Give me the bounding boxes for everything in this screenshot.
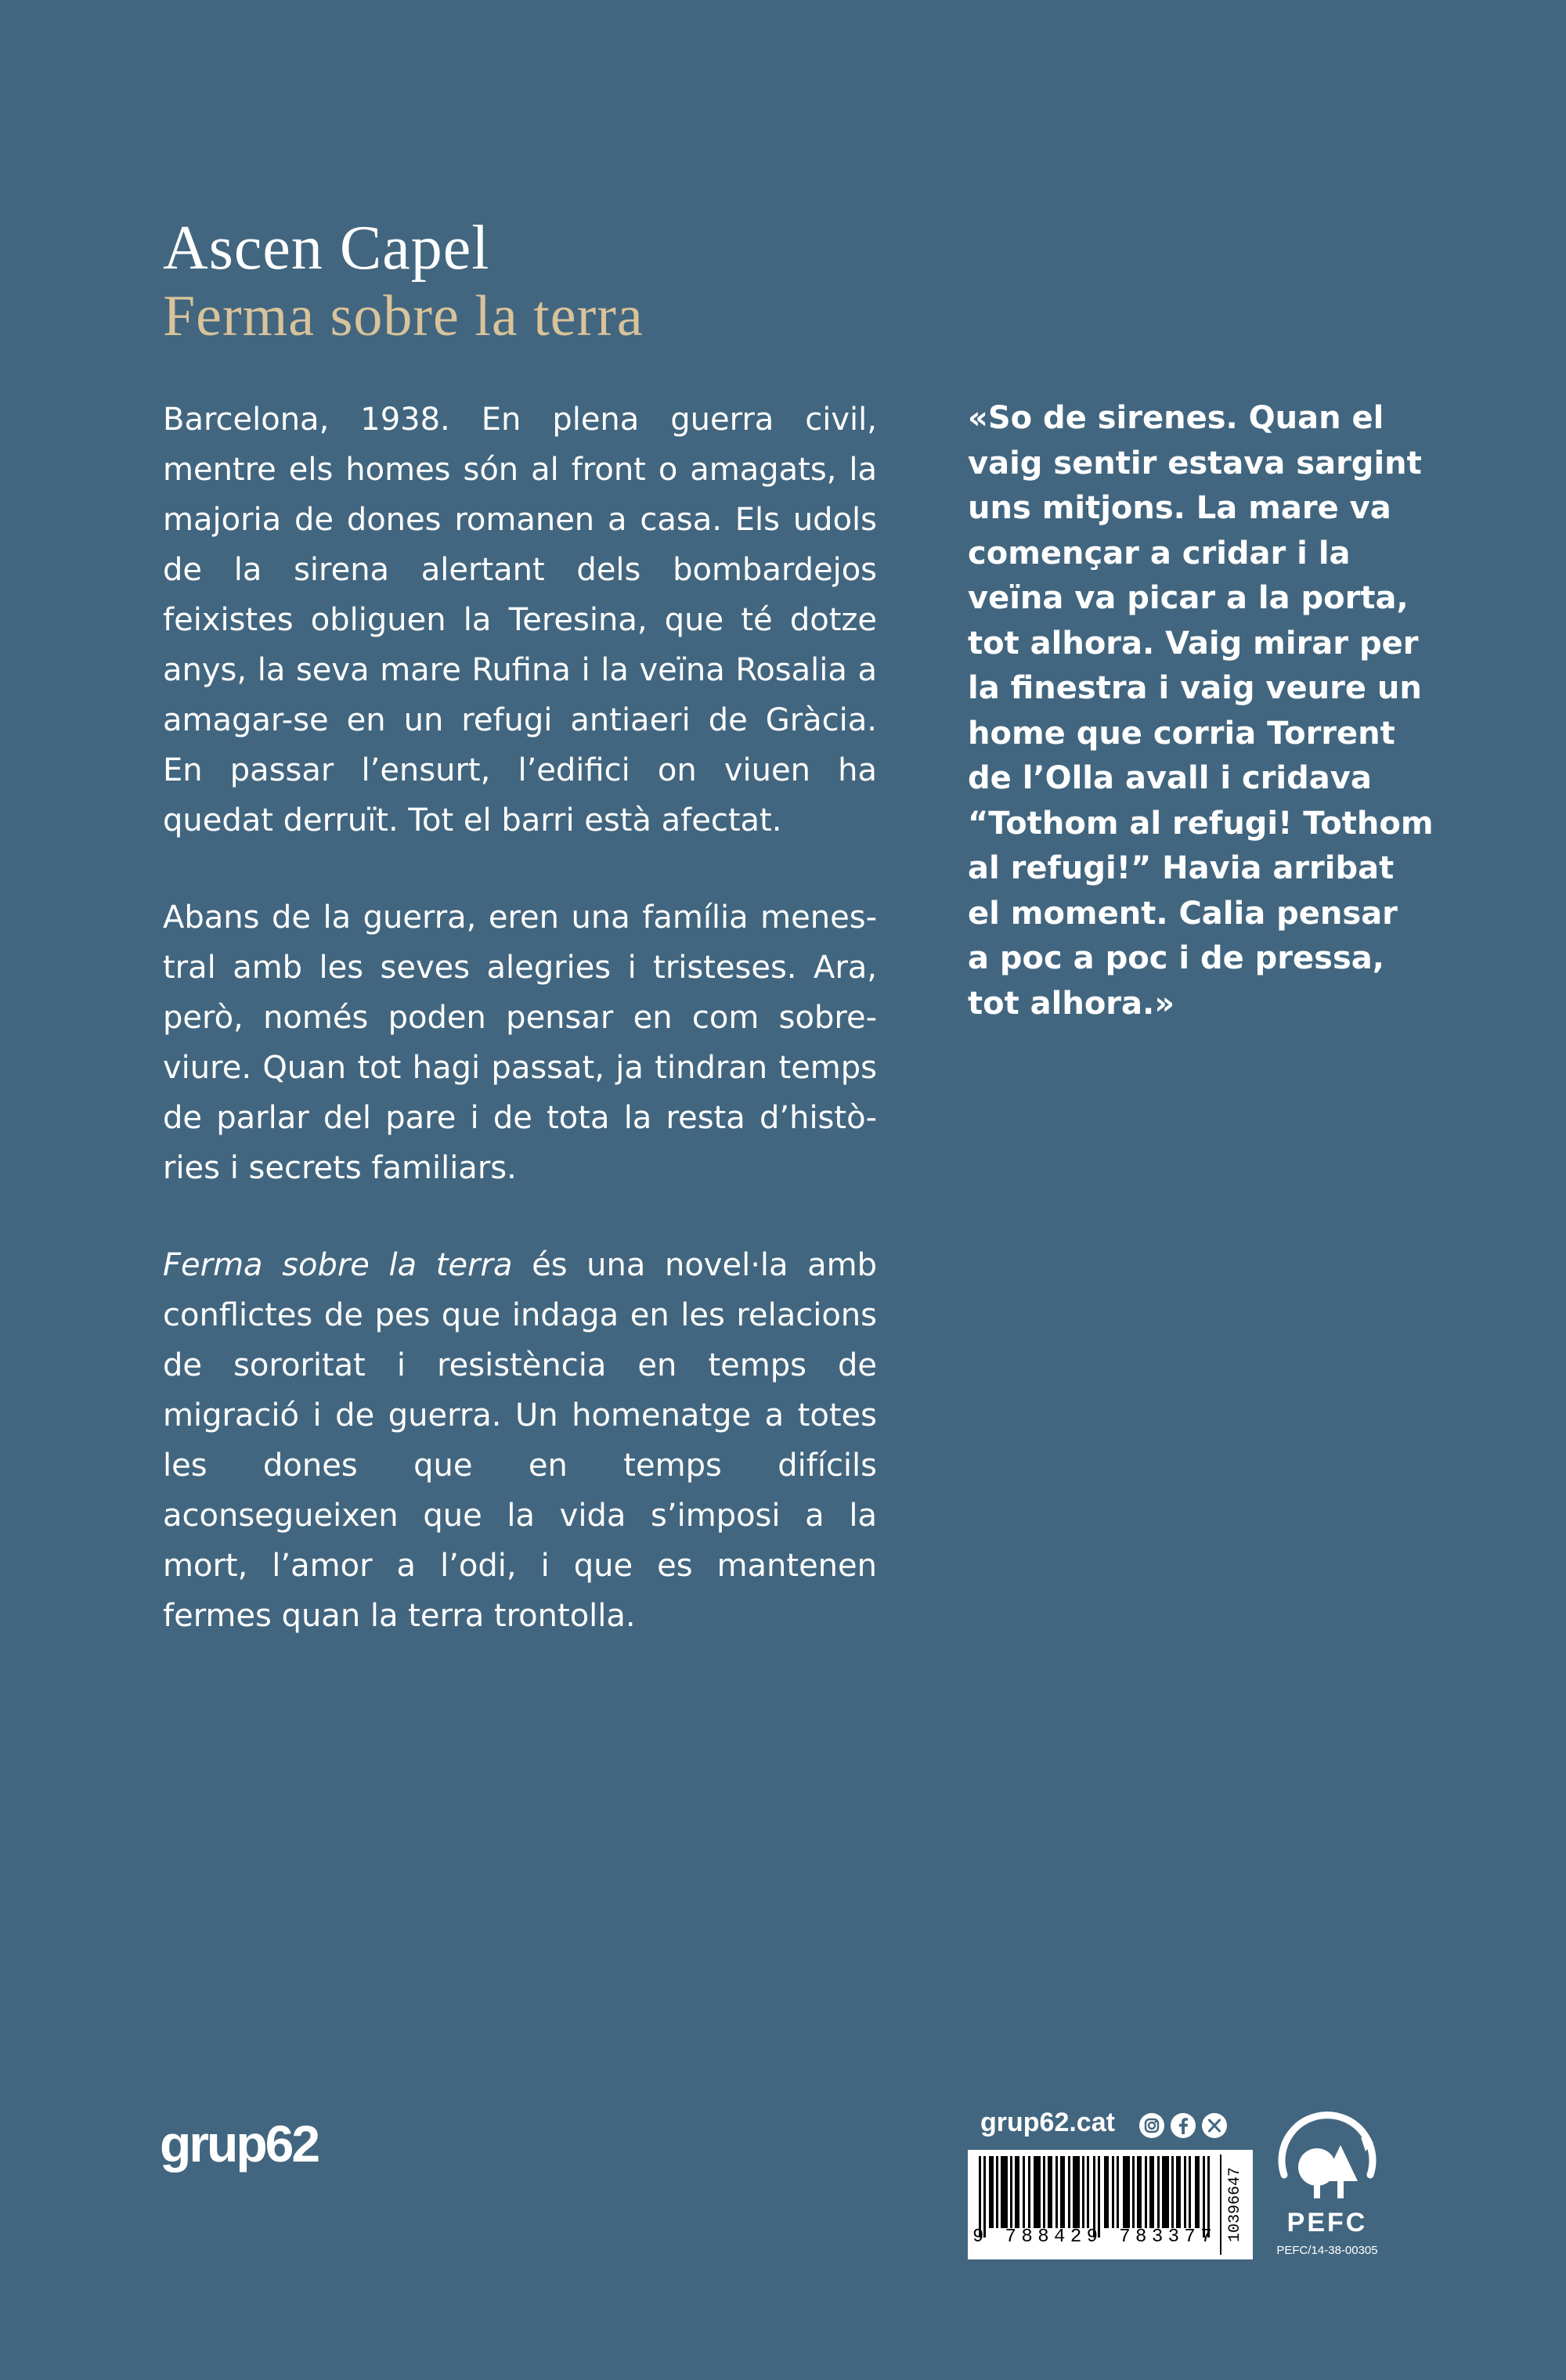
author-name: Ascen Capel [163,214,490,283]
excerpt-quote: «So de sirenes. Quan el vaig sentir estava sargint uns mitjons. La mare va començar a cridar i la veïna va picar a la porta, tot alhora. Vaig mirar per la finestra i vaig veure un home que corria Torrent de l’Olla avall i cridava “Tothom al refugi! Tothom al refugi!” Havia arribat el moment. Calia pensar a poc a poc i de pressa, tot alhora.» [968,400,1434,1022]
isbn-digits: 9 788429 783377 [972,2227,1218,2248]
synopsis-paragraph-2: Abans de la guerra, eren una família menestral amb les seves alegries i tristeses. Ara, però, només poden pensar en com sobreviure. Quan tot hagi passat, ja tindran temps de parlar del pare i de tota la resta d’històries i secrets familiars. [163,900,877,1186]
facebook-icon[interactable] [1170,2112,1196,2139]
synopsis-paragraph-3-text: és una novel·la amb conflictes de pes que indaga en les relacions de sororitat i resistència en temps de migració i de guerra. Un homenatge a totes les dones que en temps difícils aconsegueixen que la vida s’imposi a la mort, l’amor a l’odi, i que es mantenen fermes quan la terra trontolla. [163,1247,878,1634]
instagram-icon[interactable] [1138,2112,1165,2139]
book-title: Ferma sobre la terra [163,284,644,348]
publisher-logo: grup62 [160,2115,319,2173]
pefc-label: PEFC [1286,2208,1368,2238]
synopsis [163,395,877,1688]
barcode-side-code: 10396647 [1226,2167,1244,2243]
publisher-website[interactable]: grup62.cat [980,2108,1115,2137]
pefc-code: PEFC/14-38-00305 [1276,2244,1378,2257]
synopsis-paragraph-3 [163,1240,877,1641]
synopsis-paragraph-1: Barcelona, 1938. En plena guerra civil, mentre els homes són al front o amagats, la majoria de dones romanen a casa. Els udols de la sirena alertant dels bombardejos feixistes obliguen la Teresina, que té dotze anys, la seva mare Rufina i la veïna Rosalia a amagar-se en un refugi antiaeri de Gràcia. En passar l’ensurt, l’edifici on viuen ha quedat derruït. Tot el barri està afectat. [163,402,877,838]
synopsis-book-title: Ferma sobre la terra [163,1247,513,1283]
x-icon[interactable] [1201,2112,1228,2139]
pefc-tree-icon [1268,2106,1386,2223]
